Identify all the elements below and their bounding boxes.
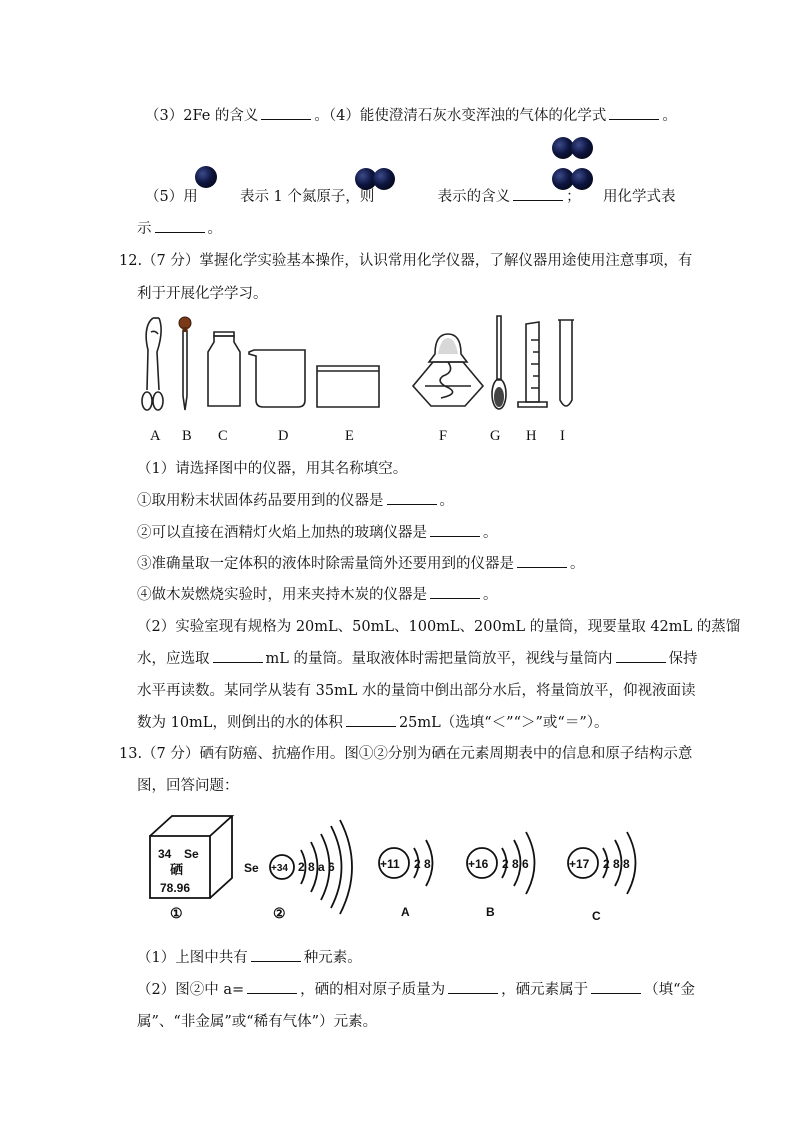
atom-a-label: A	[401, 905, 410, 919]
dropper-icon	[183, 330, 187, 410]
answer-blank[interactable]	[261, 107, 311, 120]
atomic-structure-figure	[140, 808, 650, 926]
lab-instruments-figure	[135, 310, 585, 416]
q12-part1: （1）请选择图中的仪器，用其名称填空。	[137, 461, 408, 477]
q13-part1: （1）上图中共有 种元素。	[137, 950, 362, 966]
atomic-number: 34	[158, 847, 172, 861]
answer-blank[interactable]	[591, 981, 641, 994]
beaker-icon	[249, 350, 305, 407]
atom-a-shells: 2 8	[414, 857, 431, 871]
figure-label-2: ②	[273, 905, 286, 921]
answer-blank[interactable]	[513, 188, 563, 201]
q12-header-2: 利于开展化学学习。	[137, 286, 268, 302]
q12-item-2: ②可以直接在酒精灯火焰上加热的玻璃仪器是 。	[137, 525, 498, 541]
q11-line-5-end: 用化学式表	[603, 189, 676, 205]
answer-blank[interactable]	[616, 650, 666, 663]
answer-blank[interactable]	[387, 492, 437, 505]
q12-item-3: ③准确量取一定体积的液体时除需量筒外还要用到的仪器是 。	[137, 556, 585, 572]
graduated-cylinder-icon	[518, 322, 547, 407]
se-nucleus: +34	[271, 863, 288, 874]
atom-b-shells: 2 8 6	[502, 857, 529, 871]
q13-part2-line2: 属”、“非金属”或“稀有气体”）元素。	[137, 1014, 378, 1030]
q11-line-5: （5）用 表示 1 个氮原子，则 表示的含义 ；	[145, 189, 581, 205]
answer-blank[interactable]	[247, 981, 297, 994]
q11-line-3-4: （3）2Fe 的含义 。（4）能使澄清石灰水变浑浊的气体的化学式 。	[145, 108, 677, 124]
atomic-mass: 78.96	[160, 881, 191, 895]
q11-line-5b: 示 。	[137, 221, 222, 237]
answer-blank[interactable]	[609, 107, 659, 120]
q12-item-4: ④做木炭燃烧实验时，用来夹持木炭的仪器是 。	[137, 587, 498, 603]
q12-part2-line2: 水，应选取 mL 的量筒。量取液体时需把量筒放平，视线与量筒内 保持	[137, 651, 698, 667]
water-trough-icon	[317, 366, 379, 407]
q12-part2-line1: （2）实验室现有规格为 20mL、50mL、100mL、200mL 的量筒，现要量取 42mL 的蒸馏	[137, 619, 741, 635]
test-tube-icon	[558, 320, 574, 406]
q13-header-2: 图，回答问题：	[137, 778, 239, 794]
atom-b-nucleus: +16	[468, 857, 489, 871]
answer-blank[interactable]	[448, 981, 498, 994]
answer-blank[interactable]	[155, 220, 205, 233]
answer-blank[interactable]	[213, 650, 263, 663]
crucible-tongs-icon	[142, 318, 163, 410]
atom-c-label: C	[592, 909, 601, 923]
answer-blank[interactable]	[251, 949, 301, 962]
atom-a-nucleus: +11	[380, 857, 400, 871]
se-symbol: Se	[244, 861, 259, 875]
q12-item-1: ①取用粉末状固体药品要用到的仪器是 。	[137, 493, 454, 509]
element-symbol: Se	[184, 847, 199, 861]
atom-b-label: B	[486, 905, 495, 919]
answer-blank[interactable]	[430, 524, 480, 537]
q12-part2-line3: 水平再读数。某同学从装有 35mL 水的量筒中倒出部分水后，将量筒放平，仰视液面读	[137, 683, 696, 699]
q13-header: 13.（7 分）硒有防癌、抗癌作用。图①②分别为硒在元素周期表中的信息和原子结构示意	[119, 746, 693, 762]
answer-blank[interactable]	[346, 714, 396, 727]
figure-label-1: ①	[170, 905, 183, 921]
q12-part2-line4: 数为 10mL，则倒出的水的体积 25mL（选填“＜”“＞”或“＝”）。	[137, 715, 609, 731]
reagent-bottle-icon	[208, 332, 240, 406]
atom-c-nucleus: +17	[569, 857, 590, 871]
element-name: 硒	[170, 862, 184, 877]
atom-c-shells: 2 8 8	[603, 857, 630, 871]
nitrogen-atom-icon	[571, 137, 593, 159]
se-shells: 2 8 a 6	[298, 860, 335, 874]
answer-blank[interactable]	[430, 586, 480, 599]
q13-part2: （2）图②中 a= ，硒的相对原子质量为 ，硒元素属于 （填“金	[137, 982, 696, 998]
q12-header: 12.（7 分）掌握化学实验基本操作，认识常用化学仪器，了解仪器用途使用注意事项，有	[119, 253, 693, 269]
answer-blank[interactable]	[517, 555, 567, 568]
